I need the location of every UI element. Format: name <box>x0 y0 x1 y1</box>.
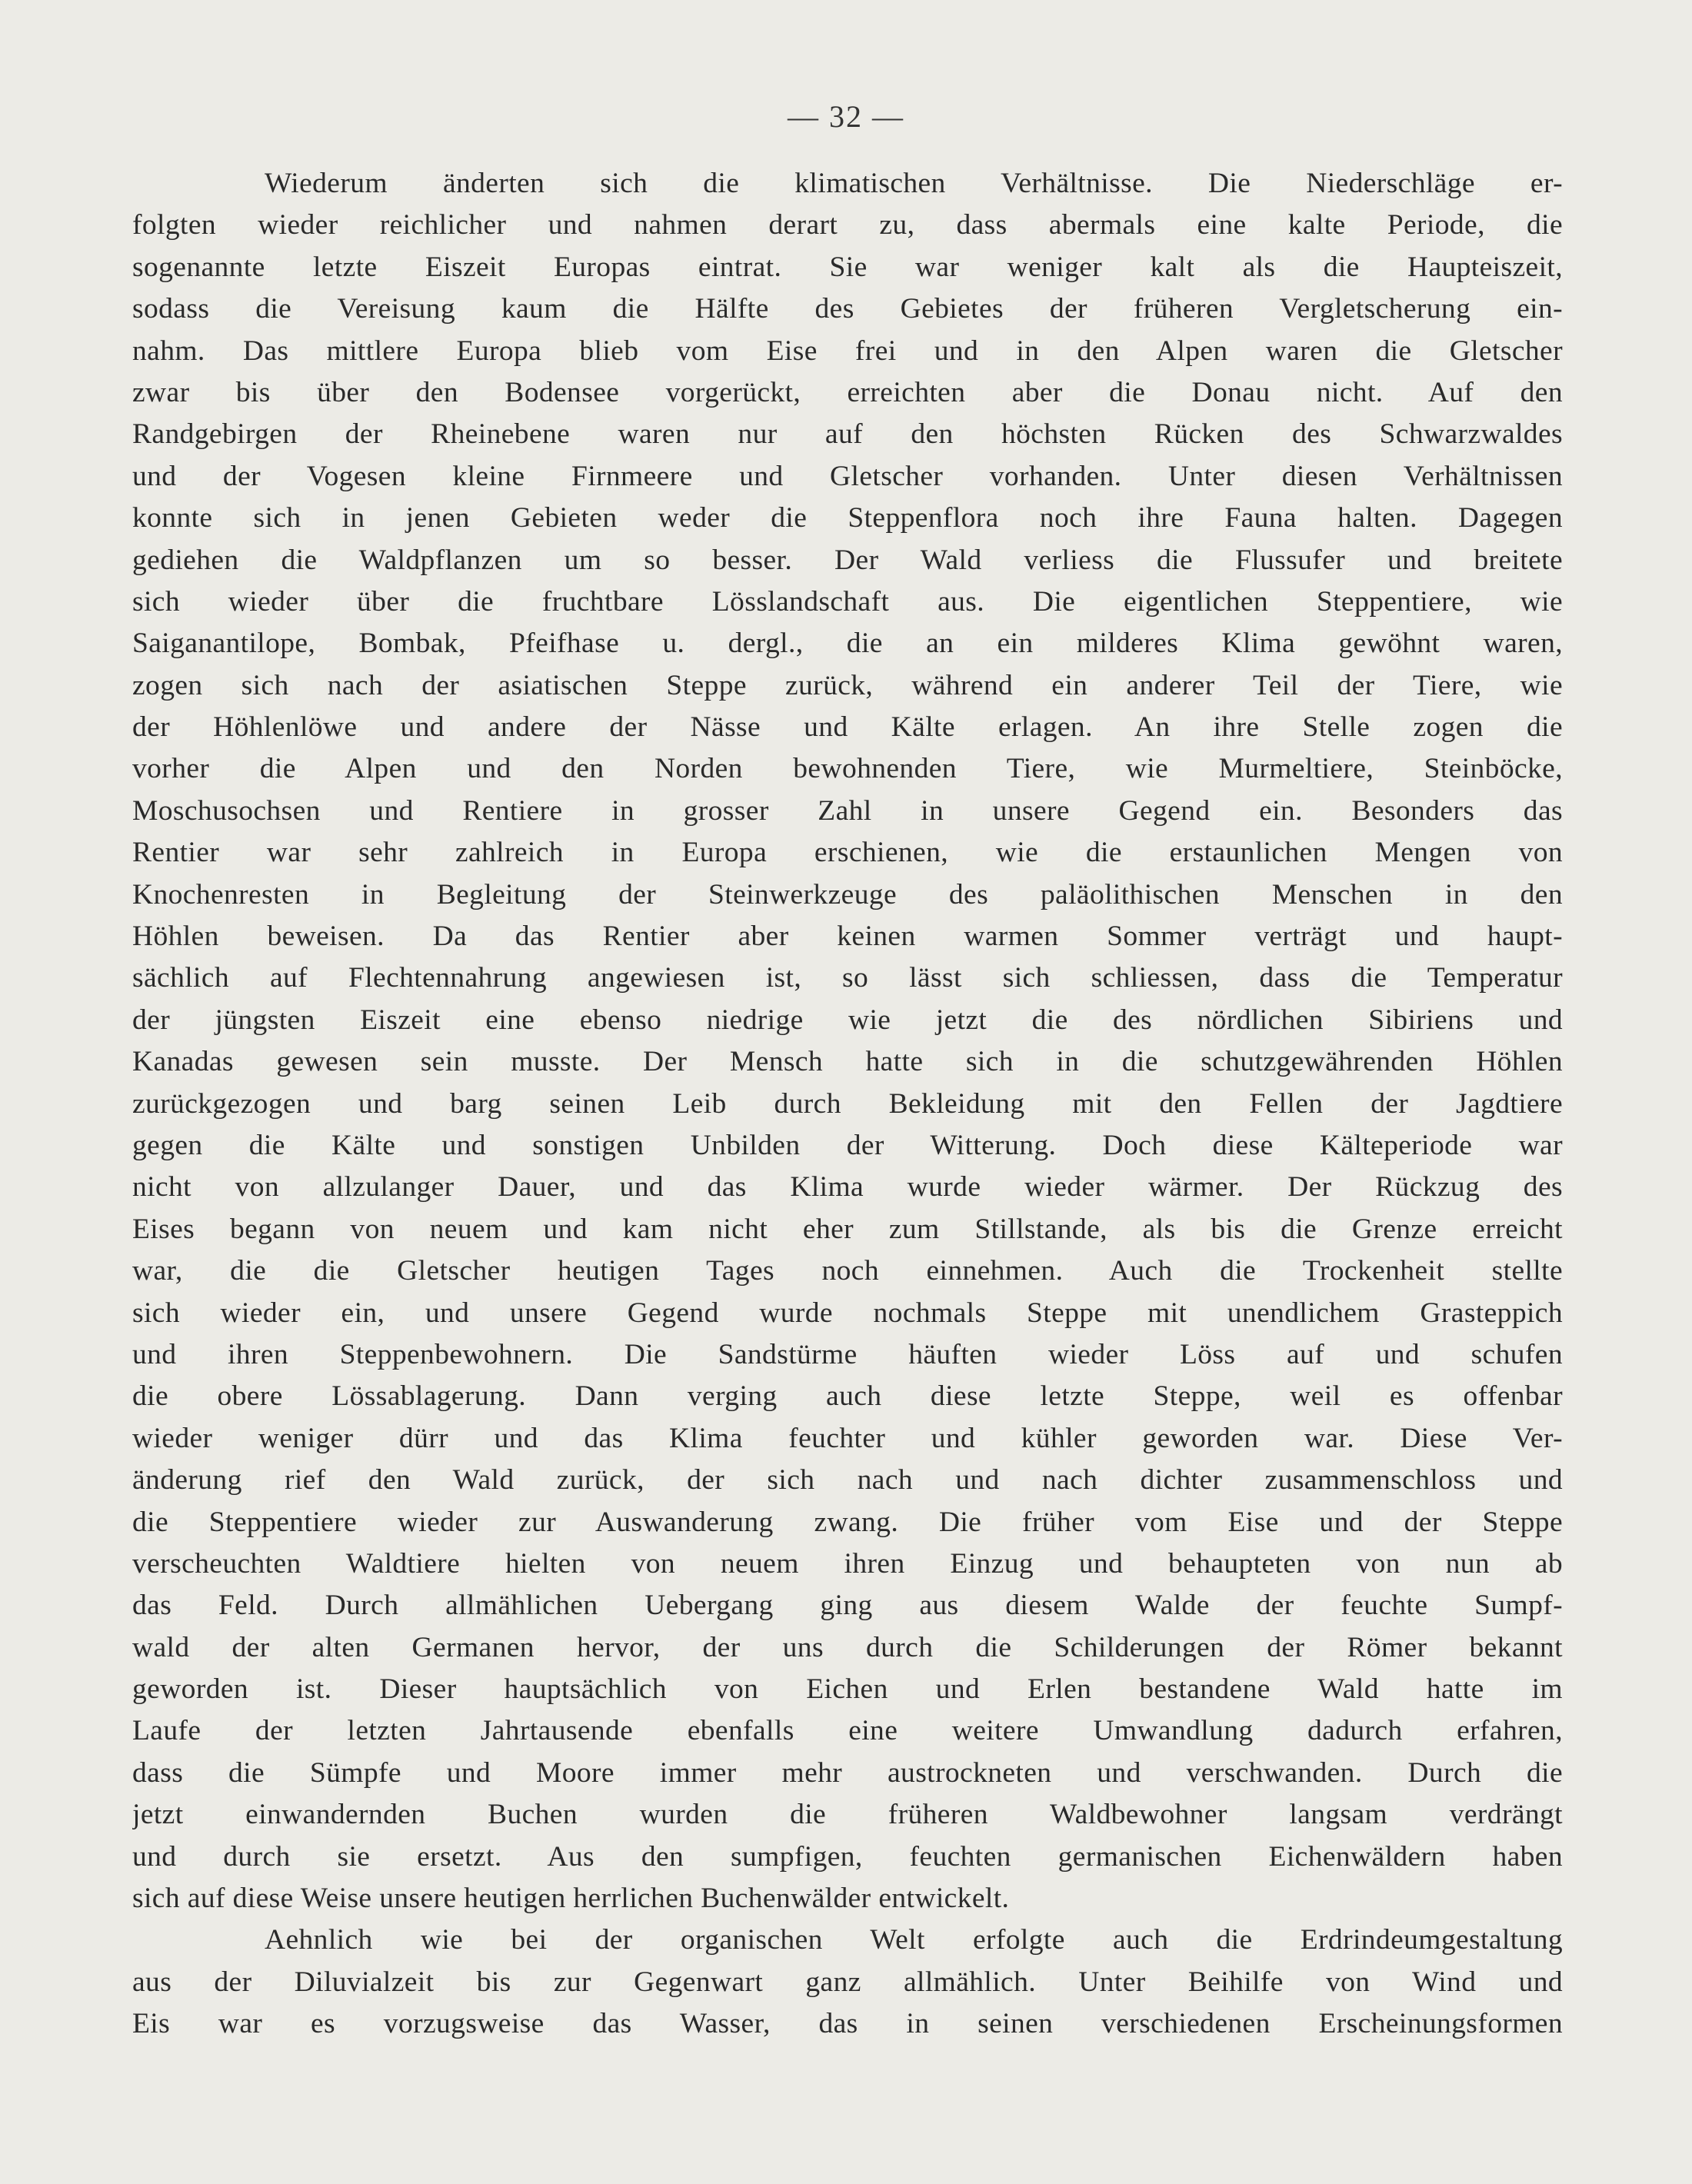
text-line: änderung rief den Wald zurück, der sich nach und nach dichter zusammenschloss und <box>132 1464 1563 1497</box>
text-line: konnte sich in jenen Gebieten weder die Steppenflora noch ihre Fauna halten. Dagegen <box>132 502 1563 534</box>
text-line: Kanadas gewesen sein musste. Der Mensch hatte sich in die schutzgewährenden Höhlen <box>132 1046 1563 1078</box>
text-line: Eises begann von neuem und kam nicht eher zum Stillstande, als bis die Grenze erreicht <box>132 1213 1563 1245</box>
text-line: folgten wieder reichlicher und nahmen derart zu, dass abermals eine kalte Periode, die <box>132 209 1563 241</box>
text-line: vorher die Alpen und den Norden bewohnenden Tiere, wie Murmeltiere, Steinböcke, <box>132 753 1563 785</box>
text-line: Rentier war sehr zahlreich in Europa erschienen, wie die erstaunlichen Mengen von <box>132 837 1563 869</box>
text-line: sodass die Vereisung kaum die Hälfte des Gebietes der früheren Vergletscherung ein- <box>132 293 1563 325</box>
text-line: gegen die Kälte und sonstigen Unbilden der Witterung. Doch diese Kälteperiode war <box>132 1129 1563 1161</box>
page-number: — 32 — <box>788 99 904 134</box>
text-line: nahm. Das mittlere Europa blieb vom Eise frei und in den Alpen waren die Gletscher <box>132 335 1563 367</box>
text-line: Saiganantilope, Bombak, Pfeifhase u. dergl., die an ein milderes Klima gewöhnt waren, <box>132 628 1563 660</box>
text-line: die Steppentiere wieder zur Auswanderung zwang. Die früher vom Eise und der Steppe <box>132 1506 1563 1538</box>
text-line: und ihren Steppenbewohnern. Die Sandstürme häuften wieder Löss auf und schufen <box>132 1338 1563 1370</box>
text-line: und durch sie ersetzt. Aus den sumpfigen, feuchten germanischen Eichenwäldern haben <box>132 1840 1563 1873</box>
text-line: Randgebirgen der Rheinebene waren nur auf den höchsten Rücken des Schwarzwaldes <box>132 418 1563 451</box>
text-line: nicht von allzulanger Dauer, und das Klima wurde wieder wärmer. Der Rückzug des <box>132 1171 1563 1204</box>
text-line: wieder weniger dürr und das Klima feuchter und kühler geworden war. Diese Ver- <box>132 1422 1563 1454</box>
text-line: der Höhlenlöwe und andere der Nässe und Kälte erlagen. An ihre Stelle zogen die <box>132 711 1563 744</box>
text-line: verscheuchten Waldtiere hielten von neuem ihren Einzug und behaupteten von nun ab <box>132 1547 1563 1580</box>
text-line: wald der alten Germanen hervor, der uns durch die Schilderungen der Römer bekannt <box>132 1631 1563 1663</box>
text-line: war, die die Gletscher heutigen Tages noch einnehmen. Auch die Trockenheit stellte <box>132 1255 1563 1287</box>
text-line: Wiederum änderten sich die klimatischen Verhältnisse. Die Niederschläge er- <box>265 168 1563 199</box>
text-line: jetzt einwandernden Buchen wurden die früheren Waldbewohner langsam verdrängt <box>132 1799 1563 1831</box>
text-line: die obere Lössablagerung. Dann verging auch diese letzte Steppe, weil es offenbar <box>132 1380 1563 1413</box>
body-text <box>132 163 1563 2046</box>
text-line: sächlich auf Flechtennahrung angewiesen ist, so lässt sich schliessen, dass die Temperatur <box>132 962 1563 994</box>
text-line: Moschusochsen und Rentiere in grosser Zahl in unsere Gegend ein. Besonders das <box>132 794 1563 827</box>
text-line: gediehen die Waldpflanzen um so besser. Der Wald verliess die Flussufer und breitete <box>132 544 1563 576</box>
text-line: sogenannte letzte Eiszeit Europas eintrat. Sie war weniger kalt als die Haupteiszeit, <box>132 251 1563 283</box>
text-line: Höhlen beweisen. Da das Rentier aber keinen warmen Sommer verträgt und haupt- <box>132 921 1563 953</box>
text-line: zogen sich nach der asiatischen Steppe zurück, während ein anderer Teil der Tiere, wie <box>132 669 1563 701</box>
paragraph-2 <box>132 1919 1563 2045</box>
text-line: geworden ist. Dieser hauptsächlich von Eichen und Erlen bestandene Wald hatte im <box>132 1673 1563 1706</box>
paragraph-1 <box>132 163 1563 1919</box>
text-line: Laufe der letzten Jahrtausende ebenfalls eine weitere Umwandlung dadurch erfahren, <box>132 1715 1563 1747</box>
text-line: und der Vogesen kleine Firnmeere und Gletscher vorhanden. Unter diesen Verhältnissen <box>132 460 1563 492</box>
text-line: der jüngsten Eiszeit eine ebenso niedrige wie jetzt die des nördlichen Sibiriens und <box>132 1004 1563 1036</box>
text-line: Eis war es vorzugsweise das Wasser, das in seinen verschiedenen Erscheinungsformen <box>132 2008 1563 2040</box>
text-line: dass die Sümpfe und Moore immer mehr austrockneten und verschwanden. Durch die <box>132 1756 1563 1789</box>
text-line: sich wieder ein, und unsere Gegend wurde nochmals Steppe mit unendlichem Grasteppich <box>132 1297 1563 1329</box>
text-line: das Feld. Durch allmählichen Uebergang ging aus diesem Walde der feuchte Sumpf- <box>132 1590 1563 1622</box>
text-line: aus der Diluvialzeit bis zur Gegenwart ganz allmählich. Unter Beihilfe von Wind und <box>132 1966 1563 1998</box>
text-line: sich auf diese Weise unsere heutigen herrlichen Buchenwälder entwickelt. <box>132 1883 1010 1915</box>
text-line: sich wieder über die fruchtbare Lösslandschaft aus. Die eigentlichen Steppentiere, wie <box>132 585 1563 618</box>
text-line: zurückgezogen und barg seinen Leib durch Bekleidung mit den Fellen der Jagdtiere <box>132 1087 1563 1120</box>
text-line: zwar bis über den Bodensee vorgerückt, erreichten aber die Donau nicht. Auf den <box>132 376 1563 408</box>
text-line: Knochenresten in Begleitung der Steinwerkzeuge des paläolithischen Menschen in den <box>132 878 1563 911</box>
text-line: Aehnlich wie bei der organischen Welt erfolgte auch die Erdrindeumgestaltung <box>265 1924 1563 1956</box>
